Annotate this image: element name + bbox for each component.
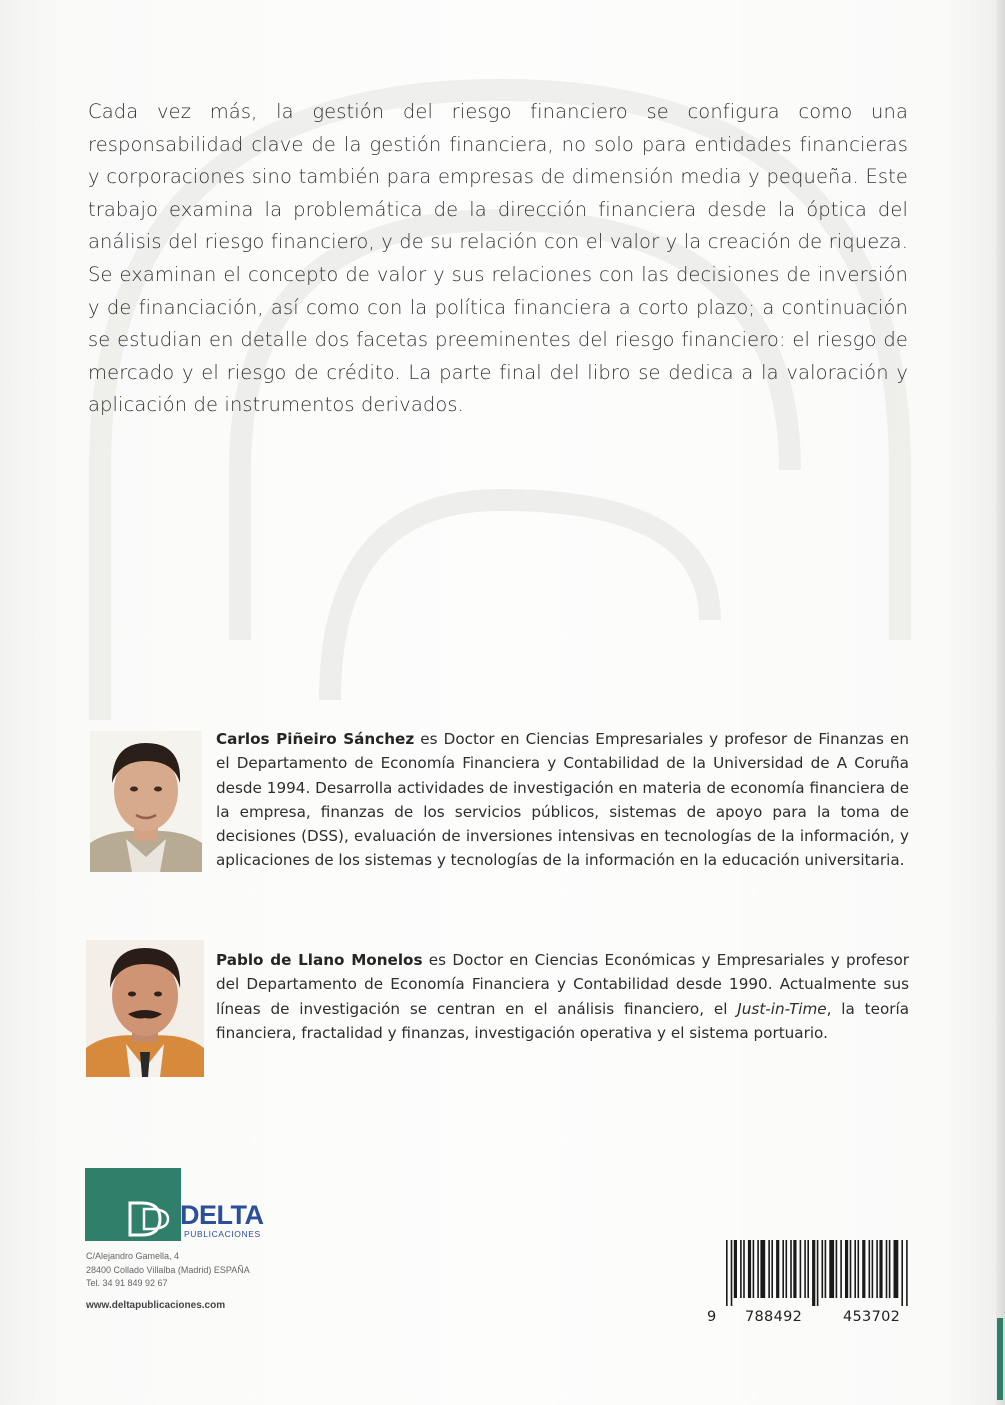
barcode-bar [872, 1240, 874, 1298]
barcode-bar [771, 1240, 773, 1298]
barcode-bar [790, 1240, 792, 1298]
barcode-bar [894, 1240, 899, 1298]
barcode-bar [879, 1240, 882, 1298]
barcode-bar [817, 1240, 819, 1306]
barcode-bar [740, 1240, 742, 1298]
author-bio-carlos [216, 727, 909, 873]
author-bio-pablo [216, 948, 909, 1045]
barcode-bar [726, 1240, 728, 1306]
barcode-bar [760, 1240, 765, 1298]
barcode-bar [840, 1240, 842, 1298]
barcode-bar [793, 1240, 796, 1298]
barcode-bar [845, 1240, 848, 1298]
address-line-1: C/Alejandro Gamella, 4 [86, 1251, 180, 1261]
barcode-bar [782, 1240, 784, 1298]
barcode-bar [822, 1240, 824, 1298]
barcode-bar [886, 1240, 888, 1298]
publisher-address [86, 1250, 250, 1291]
author-bio-text-pablo-italic: Just-in-Time [737, 999, 827, 1018]
barcode-bar [804, 1240, 806, 1298]
author-name-carlos: Carlos Piñeiro Sánchez [216, 730, 415, 748]
barcode-bar [812, 1240, 815, 1306]
spine-green-tab [997, 1318, 1003, 1400]
publisher-subtitle: PUBLICACIONES [184, 1229, 261, 1239]
publisher-website: www.deltapublicaciones.com [86, 1300, 226, 1311]
author-bio-text-pablo-b: , la teoría financiera, fractalidad y finanzas, investigación operativa y el sistema portuario. [216, 999, 910, 1042]
cover-spine-edge [996, 0, 1005, 1405]
barcode-bar [906, 1240, 908, 1306]
cover-blurb: Cada vez más, la gestión del riesgo financiero se configura como una responsabilidad clave de la gestión financiera, no solo para entidades financieras y corporaciones sino también para empresas de dimensión media y pequeña. Este trabajo examina la problemática de la dirección financiera desde la óptica del análisis del riesgo financiero, y de su relación con el valor y la creación de riqueza. Se examinan el concepto de valor y sus relaciones con las decisiones de inversión y de financiación, así como con la política financiera a corto plazo; a continuación se estudian en detalle dos facetas preeminentes del riesgo financiero: el riesgo de mercado y el riesgo de crédito. La parte final del libro se dedica a la valoración y aplicación de instrumentos derivados. [88, 100, 908, 417]
isbn-barcode [724, 1240, 920, 1306]
barcode-bar [768, 1240, 770, 1298]
barcode-bar [869, 1240, 871, 1298]
publisher-logo-icon [126, 1199, 178, 1239]
author-name-pablo: Pablo de Llano Monelos [216, 951, 423, 969]
barcode-bar [858, 1240, 860, 1298]
author-bio-text-carlos: es Doctor en Ciencias Empresariales y profesor de Finanzas en el Departamento de Economía Financiera y Contabilidad de la Universidad de A Coruña desde 1994. Desarrolla actividades de investigación en materia de economía financiera de la empresa, finanzas de los servicios públicos, sistemas de apoyo para la toma de decisiones (DSS), evaluación de inversiones intensivas en tecnologías de la información, y aplicaciones de los sistemas y tecnologías de la información en la educación universitaria. [216, 730, 909, 870]
barcode-bar [748, 1240, 751, 1298]
barcode-group-2: 453702 [843, 1309, 901, 1325]
barcode-bar [836, 1240, 838, 1298]
barcode-bar [776, 1240, 779, 1298]
barcode-bar [731, 1240, 733, 1306]
barcode-bar [901, 1240, 903, 1306]
barcode-bar [850, 1240, 852, 1298]
barcode-bar [825, 1240, 827, 1298]
barcode-group-1: 788492 [745, 1309, 803, 1325]
barcode-bar [829, 1240, 834, 1298]
publisher-name: DELTA [180, 1200, 264, 1230]
barcode-bar [889, 1240, 891, 1298]
barcode-bar [854, 1240, 856, 1298]
barcode-first-digit: 9 [707, 1309, 717, 1325]
barcode-bar [753, 1240, 755, 1298]
barcode-bar [807, 1240, 809, 1298]
barcode-bar [743, 1240, 745, 1298]
barcode-bar [757, 1240, 759, 1298]
address-line-2: 28400 Collado Villalba (Madrid) ESPAÑA [86, 1264, 250, 1275]
barcode-bar [800, 1240, 802, 1298]
address-phone: Tel. 34 91 849 92 67 [86, 1278, 168, 1288]
barcode-bar [862, 1240, 865, 1298]
barcode-bar [786, 1240, 788, 1298]
author-photo-carlos [90, 731, 202, 872]
author-bio-text-pablo-a: es Doctor en Ciencias Económicas y Empresariales y profesor del Departamento de Economía Financiera y Contabilidad desde 1990. Actualmente sus líneas de investigación se centran en el análisis financiero, el [216, 951, 909, 1018]
author-photo-pablo [86, 940, 204, 1077]
barcode-bar [876, 1240, 878, 1298]
barcode-bar [734, 1240, 737, 1298]
